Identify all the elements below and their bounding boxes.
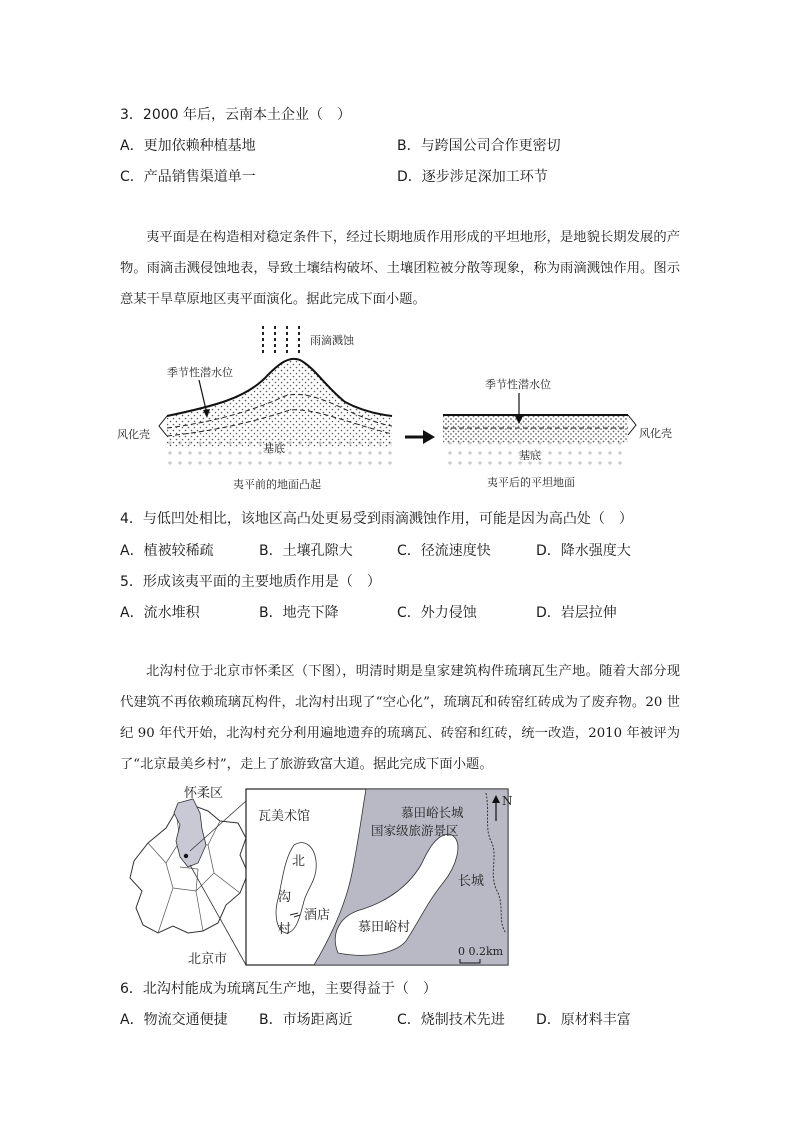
label-hotel: 酒店: [304, 908, 331, 923]
label-cun: 村: [278, 922, 292, 937]
q4-option-c: C．径流速度快: [397, 543, 491, 559]
beigou-location-marker: [184, 854, 188, 858]
weathered-crust-right: [443, 415, 628, 443]
q6-option-c: C．烧制技术先进: [397, 1012, 505, 1028]
label-scenic-line2: 国家级旅游景区: [371, 823, 459, 838]
beigou-map-figure: [118, 783, 513, 973]
q6-option-b: B．市场距离近: [259, 1012, 353, 1028]
q5-option-d: D．岩层拉伸: [536, 605, 617, 621]
label-bedrock-left: 基底: [263, 442, 285, 455]
label-bedrock-right: 基底: [519, 449, 541, 462]
peneplain-figure: [115, 318, 680, 498]
label-tile-art-museum: 瓦美术馆: [258, 809, 311, 824]
q3-option-a: A．更加依赖种植基地: [120, 138, 256, 154]
label-bei: 北: [292, 854, 306, 869]
passage-beigou-village: 北沟村位于北京市怀柔区（下图），明清时期是皇家建筑构件琉璃瓦生产地。随着大部分现代建筑不再依赖琉璃瓦构件，北沟村出现了“空心化”，琉璃瓦和砖窑红砖成为了废弃物。20 世纪 90 年代开始，北沟村充分利用遍地遗弃的琉璃瓦、砖窑和红砖，统一改造，2010 年被评为了“北京最美乡村”，走上了旅游致富大道。据此完成下面小题。: [120, 664, 680, 772]
label-gou: 沟: [278, 890, 292, 905]
q4-option-a: A．植被较稀疏: [120, 543, 214, 559]
label-huairou: 怀柔区: [184, 786, 224, 801]
q3-option-c: C．产品销售渠道单一: [120, 169, 256, 185]
q6-option-a: A．物流交通便捷: [120, 1012, 228, 1028]
q3-option-b: B．与跨国公司合作更密切: [397, 138, 561, 154]
passage-peneplain: 夷平面是在构造相对稳定条件下，经过长期地质作用形成的平坦地形，是地貌长期发展的产物。雨滴击溅侵蚀地表，导致土壤结构破坏、土壤团粒被分散等现象，称为雨滴溅蚀作用。图示意某干旱草原地区夷平面演化。据此完成下面小题。: [120, 230, 680, 307]
label-water-table-right: 季节性潜水位: [485, 378, 551, 391]
rain-drops-icon: [263, 326, 299, 354]
q4-option-b: B．土壤孔隙大: [259, 543, 353, 559]
q5-option-c: C．外力侵蚀: [397, 605, 477, 621]
q3-option-d: D．逐步涉足深加工环节: [397, 169, 548, 185]
label-water-table-left: 季节性潜水位: [167, 366, 233, 379]
q5-option-b: B．地壳下降: [259, 605, 339, 621]
caption-before: 夷平前的地面凸起: [233, 478, 321, 491]
label-crust-right: 风化壳: [639, 427, 672, 440]
q5-option-a: A．流水堆积: [120, 605, 200, 621]
label-beijing: 北京市: [188, 952, 228, 967]
label-scenic-line1: 慕田峪长城: [401, 805, 464, 820]
transition-arrow-icon: [423, 430, 435, 444]
crust-bracket-right: [628, 415, 636, 435]
q3-stem: 3．2000 年后，云南本土企业（ ）: [120, 107, 351, 123]
label-crust-left: 风化壳: [117, 428, 150, 441]
crust-bracket-left: [159, 416, 167, 436]
q5-stem: 5．形成该夷平面的主要地质作用是（ ）: [120, 574, 381, 590]
q6-option-d: D．原材料丰富: [536, 1012, 631, 1028]
label-mutianyu-village: 慕田峪村: [358, 920, 411, 935]
label-north: N: [502, 794, 513, 808]
q4-stem: 4．与低凹处相比，该地区高凸处更易受到雨滴溅蚀作用，可能是因为高凸处（ ）: [120, 511, 633, 527]
caption-after: 夷平后的平坦地面: [487, 476, 575, 489]
q4-option-d: D．降水强度大: [536, 543, 631, 559]
label-scale: 0 0.2km: [458, 945, 504, 958]
label-rain-splash: 雨滴溅蚀: [310, 334, 354, 347]
q6-stem: 6．北沟村能成为琉璃瓦生产地，主要得益于（ ）: [120, 981, 437, 997]
label-great-wall: 长城: [458, 874, 485, 889]
